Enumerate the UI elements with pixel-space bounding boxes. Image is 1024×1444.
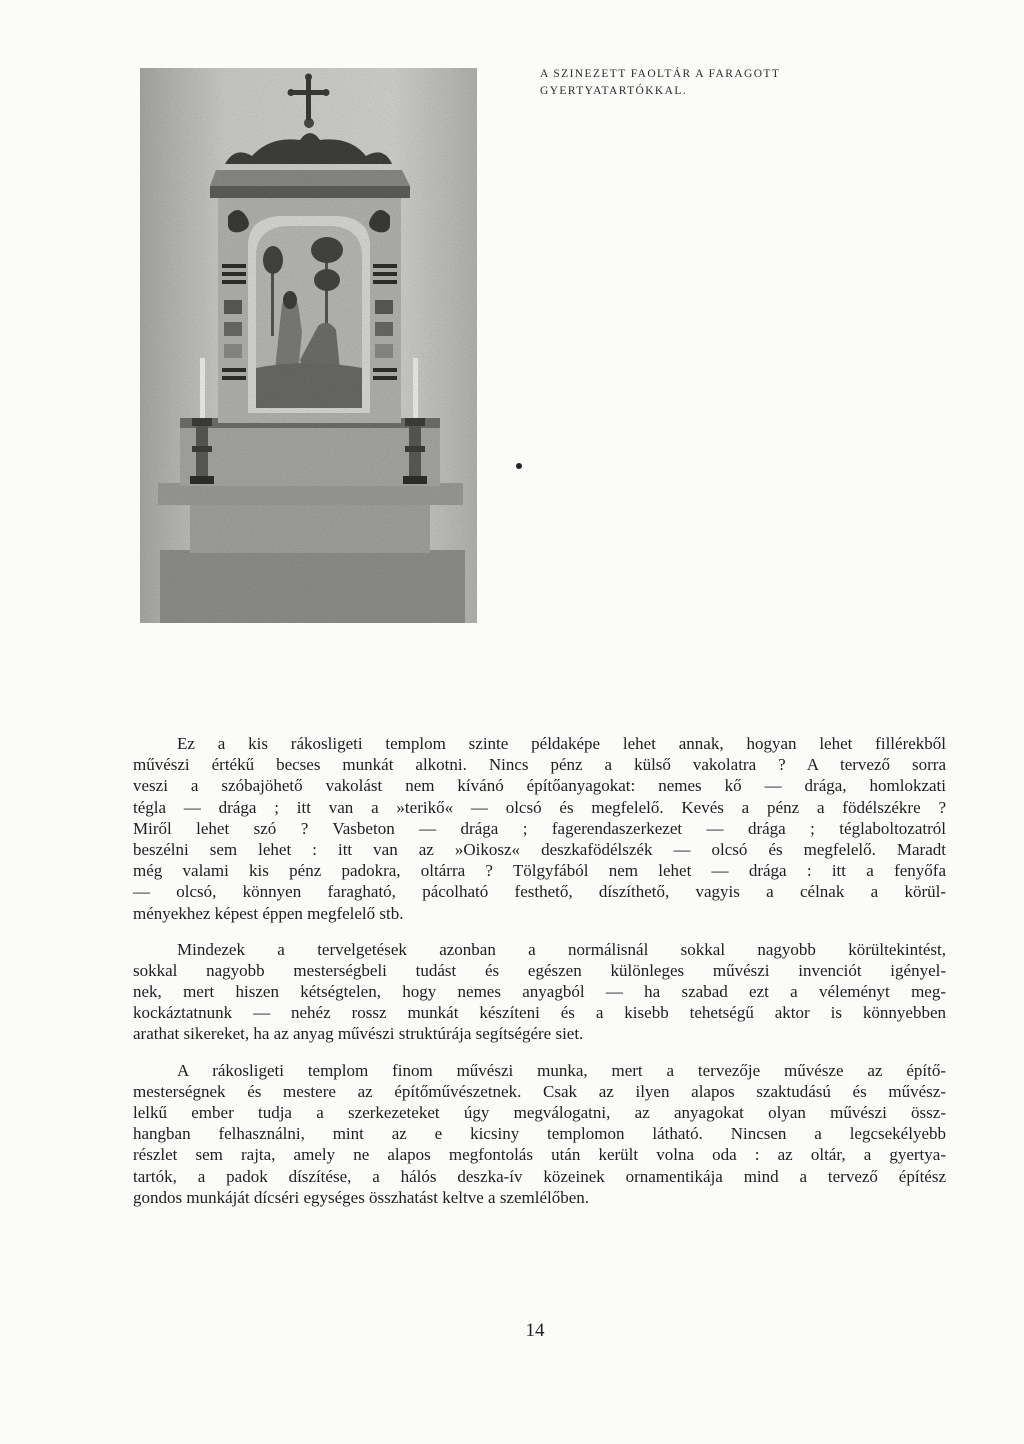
text-line: veszi a szóbajöhető vakolást nem kívánó építőanyagokat: nemes kő — drága, homlokzati — [133, 776, 946, 796]
altar-base — [160, 550, 465, 623]
text-line: gondos munkáját dícséri egységes összhatást keltve a szemlélőben. — [133, 1187, 590, 1207]
paragraph-2 — [133, 939, 946, 1045]
text-line: beszélni sem lehet : itt van az »Oikosz« deszkafödélszék — olcsó és megfelelő. Maradt — [133, 839, 946, 859]
text-line: Miről lehet szó ? Vasbeton — drága ; fagerendaszerkezet — drága ; téglaboltozatról — [133, 818, 946, 838]
text-line: nek, mert hiszen kétségtelen, hogy nemes anyagból — ha szabad ezt a véleményt meg- — [133, 982, 946, 1002]
text-line: sokkal nagyobb mesterségbeli tudást és egészen különleges művészi invenciót igényel- — [133, 960, 946, 980]
altar-illustration — [140, 68, 477, 623]
altar-photo — [140, 68, 477, 623]
altar-table-front — [190, 498, 430, 553]
text-line: tartók, a padok díszítése, a hálós deszka-ív közeinek ornamentikája mind a tervező építész — [133, 1166, 946, 1186]
text-line: — olcsó, könnyen faragható, pácolható festhető, díszíthető, vagyis a célnak a körül- — [133, 882, 946, 902]
altar-predella — [180, 418, 440, 486]
text-line: mesterségnek és mestere az építőművészetnek. Csak az ilyen alapos szaktudású és művész- — [133, 1081, 946, 1101]
text-line: A rákosligeti templom finom művészi munka, mert a tervezője művésze az építő- — [177, 1060, 946, 1080]
paragraph-1 — [133, 733, 946, 924]
text-line: részlet sem rajta, amely ne alapos megfontolás után került volna oda : az oltár, a gyertya- — [133, 1145, 946, 1165]
caption-line: GYERTYATARTÓKKAL. — [540, 85, 688, 97]
text-line: arathat sikereket, ha az anyag művészi struktúrája segítségére siet. — [133, 1024, 584, 1044]
text-line: Mindezek a tervelgetések azonban a normálisnál sokkal nagyobb körültekintést, — [177, 939, 946, 959]
text-line: ményekhez képest éppen megfelelő stb. — [133, 903, 404, 923]
text-line: Ez a kis rákosligeti templom szinte példaképe lehet annak, hogyan lehet fillérekből — [177, 734, 946, 753]
text-line: még valami kis pénz padokra, oltárra ? Tölgyfából nem lehet — drága : itt a fenyőfa — [133, 861, 946, 881]
page-number: 14 — [525, 1320, 545, 1341]
caption-line: A SZINEZETT FAOLTÁR A FARAGOTT — [540, 68, 781, 80]
text-line: művészi értékű becses munkát alkotni. Nincs pénz a külső vakolatra ? A tervező sorra — [133, 755, 946, 775]
figure-caption — [540, 66, 840, 100]
text-line: lelkű ember tudja a szerkezeteket úgy megválogatni, az anyagokat olyan művészi össz- — [133, 1103, 946, 1122]
paragraph-3 — [133, 1060, 946, 1208]
text-line: tégla — drága ; itt van a »terikő« — olcsó és megfelelő. Kevés a pénz a födélszékre ? — [133, 797, 946, 817]
altar-mensa — [158, 483, 463, 505]
text-line: kockáztatnunk — nehéz rossz munkát készíteni és a kisebb tehetségű aktor is könnyebben — [133, 1003, 946, 1023]
text-line: hangban felhasználni, mint az e kicsiny templomon látható. Nincsen a legcsekélyebb — [133, 1124, 946, 1144]
retable-cornice — [210, 170, 410, 186]
article-body — [133, 733, 946, 1208]
print-speck — [516, 463, 522, 469]
